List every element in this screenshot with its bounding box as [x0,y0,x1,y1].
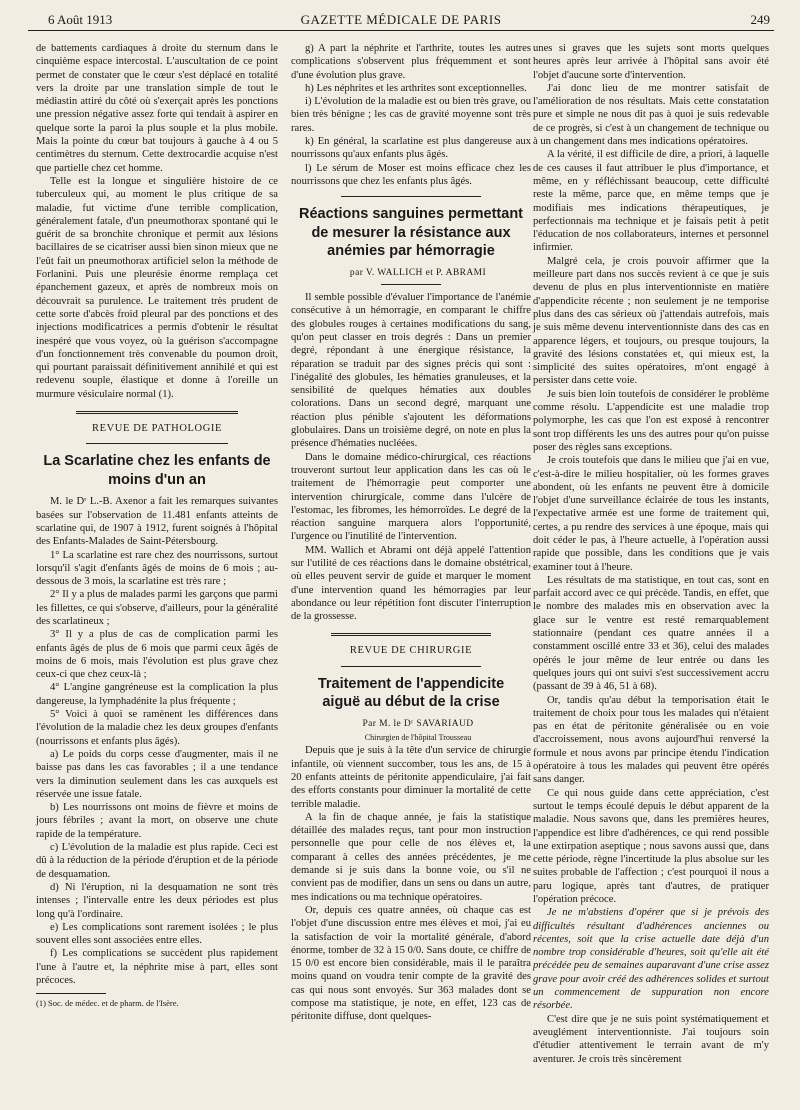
paragraph: Telle est la longue et singulière histoire de ce tuberculeux qui, au moment le plus critique de sa maladie, fut victime d'une terrible complication, généralement fatale, d'un pneumothorax spontané qui le guérit de sa bronchite chronique et permit aux lésions bacillaires de se cicatriser aussi bien sinon mieux que ne l'eût fait un pneumothorax artificiel selon la méthode de Forlanini. Puis une pleurésie énorme remplaça cet épanchement gazeux, et après de nombreux mois on découvrait sa purulence. Le traitement très prudent de cette sorte d'abcès froid pleural par des ponctions et des injections modificatrices a permis d'obtenir le résultat inespéré que vous voyez, où la guérison s'accompagne d'un fonctionnement très convenable du poumon droit, qui pourtant paraissait définitivement annihilé et qui est redevenu souple, élastique et donne à l'oreille un murmure vésiculaire normal (1). [36,175,278,400]
list-item: a) Le poids du corps cesse d'augmenter, mais il ne baisse pas dans les cas favorables ; il a une tendance vers la diminution seulement dans les cas auxquels est réservée une issue fatale. [36,748,278,800]
column-3 [533,42,769,1066]
divider [76,411,238,414]
author-affiliation: Chirurgien de l'hôpital Trousseau [364,733,472,743]
list-item: l) Le sérum de Moser est moins efficace chez les nourrissons que chez les enfants plus âgés. [291,162,531,187]
paragraph: Je ne m'abstiens d'opérer que si je prévois des difficultés résultant d'adhérences anciennes ou récentes, soit que la crise actuelle date déjà d'un nombre trop considérable d'heures, soit qu'elle ait été précédée peu de semaines auparavant d'une crise assez grave pour avoir créé des adhérences solides et surtout un commencement de suppuration non encore résorbée. [533,907,769,1012]
divider [381,284,441,285]
paragraph: Dans le domaine médico-chirurgical, ces réactions trouveront surtout leur application dans les cas où le traitement de l'hémorragie peut comporter une intervention chirurgicale, comme dans l'ulcère de l'estomac, les fibromes, les hémorroïdes. Le degré de la réaction sanguine marquera alors l'opportunité, l'urgence ou l'inutilité de l'intervention. [291,451,531,543]
divider [86,443,228,444]
list-item: 4° L'angine gangréneuse est la complication la plus dangereuse, la lymphadénite la plus fréquente ; [36,682,278,707]
paragraph: M. le Dʳ L.-B. Axenor a fait les remarques suivantes basées sur l'observation de 11.481 enfants atteints de scarlatine qui, de 1907 à 1912, furent soignés à l'hôpital des Enfants-Malades de Saint-Pétersbourg. [36,496,278,548]
list-item: 1° La scarlatine est rare chez des nourrissons, surtout lorsqu'il s'agit d'enfants âgés de moins de 6 mois ; au-dessous de 3 mois, la scarlatine est très rare ; [36,549,278,588]
paragraph: Malgré cela, je crois pouvoir affirmer que la meilleure part dans nos succès revient à ce que je suis devenu de plus en plus interventionniste en matière d'appendicite récente ; non seulement je ne temporise plus dans des cas sérieux où j'attendais autrefois, mais je suis même devenu interventionniste dans des cas en apparence légers, et toujours, ou presque toujours, la gravité des lésions constatées et, qui mieux est, la simplicité des suites opératoires, m'ont engagé à persister dans cette voie. [533,255,769,387]
column-2 [291,42,531,1024]
paragraph: Il semble possible d'évaluer l'importance de l'anémie consécutive à un hémorragie, en comparant le chiffre des globules rouges à certaines modifications du sang, qu'on peut classer en trois degrés : Dans un premier degré, répondant à une énergique résistance, la réparation se traduit par des signes précis qui sont : l'inégalité des globules, les hématies granuleuses, et la sensibilité de quelques hématies aux doubles colorations. Dans un second degré, marquant une réaction plus pénible s'ajoutent les déformations globulaires. Dans un troisième degré, on note en plus la présence d'hématies nucléées. [291,292,531,450]
list-item: g) A part la néphrite et l'arthrite, toutes les autres complications s'observent plus fréquemment et sont d'une évolution plus grave. [291,43,531,81]
divider [331,633,491,636]
list-item: 2° Il y a plus de malades parmi les garçons que parmi les fillettes, ce qui s'observe, d'ailleurs, pour la généralité des scarlatineux ; [36,589,278,627]
paragraph: Or, tandis qu'au début la temporisation était le traitement de choix pour tous les malades qui n'étaient pas en état de péritonite généralisée ou en voie d'accroissement, nous avons aujourd'hui renversé la formule et nous avons par principe étendu l'indication opératoire à tous les malades qui peuvent être opérés sans danger. [533,694,769,786]
list-item: i) L'évolution de la maladie est ou bien très grave, ou bien très bénigne ; les cas de gravité moyenne sont très rares. [291,96,531,134]
paragraph: Les résultats de ma statistique, en tout cas, sont en parfait accord avec ce qui précède. Tandis, en effet, que le nombre des malades mis en observation avec la glace sur le ventre est resté remarquablement stationnaire (pendant ces quatre années il a constamment oscillé entre 33 et 36), celui des malades opérés le jour même de leur entrée ou dans les quelques jours qui ont suivi s'est successivement accru (passant de 39 à 46, 51 à 68). [533,574,769,693]
byline: par V. WALLICH et P. ABRAMI [349,267,487,278]
header-date: 6 Août 1913 [48,12,113,27]
list-item: h) Les néphrites et les arthrites sont exceptionnelles. [305,82,527,94]
list-item: e) Les complications sont rarement isolées ; le plus souvent elles sont associées entre elles. [36,921,278,947]
paragraph: Ce qui nous guide dans cette appréciation, c'est surtout le temps écoulé depuis le début apparent de la maladie. Nous savons que, dans les premières heures, l'appendice est libre d'adhérences, ce qui rend possible une extirpation aseptique ; nous savons aussi que, dans cette période, règne l'incertitude la plus absolue sur les suites probable de l'affection ; c'est pourquoi il nous a paru logique, après tant d'autres, de pratiquer l'opération précoce. [533,787,769,905]
paragraph: Je crois toutefois que dans le milieu que j'ai en vue, c'est-à-dire le milieu hospitalier, où les formes graves abondent, où les enfants ne peuvent être à domicile l'objet d'une surveillance éclairée de tous les instants, l'expectative armée est une forme de traitement qui, certes, a pu rendre des services à une époque, mais qui doit céder le pas, à l'heure actuelle, à l'opération aussi rapide que possible, dans les conditions que je vais examiner tout à l'heure. [533,455,769,573]
paragraph: unes si graves que les sujets sont morts quelques heures après leur arrivée à l'hôpital sans avoir été l'objet d'aucune sorte d'intervention. [533,43,769,81]
paragraph: Je suis bien loin toutefois de considérer le problème comme résolu. L'appendicite est une maladie trop polymorphe, les cas que l'on est exposé à rencontrer sont trop différents les uns des autres pour qu'on puisse poser des règles sans exceptions. [533,388,769,453]
paragraph: J'ai donc lieu de me montrer satisfait de l'amélioration de nos résultats. Mais cette constatation pure et simple ne nous dit pas à quoi je suis redevable de ce progrès, si c'est à un changement de technique ou à un changement dans mes indications opératoires. [533,82,769,148]
paragraph: de battements cardiaques à droite du sternum dans le cinquième espace intercostal. L'auscultation de ce point permet de constater que le cœur s'est déplacé en totalité vers la droite par une translation simple de tout le médiastin attiré du côté où s'exerçait après les ponctions une pression négative assez forte qui tendait à aspirer en quelque sorte la paroi la plus souple et la plus mobile. Mais la pointe du cœur bat toujours à gauche à 4 ou 5 centimètres du sternum. Cette dextrocardie acquise n'est que partielle chez cet homme. [36,43,278,174]
column-1 [36,42,278,1011]
list-item: c) L'évolution de la maladie est plus rapide. Ceci est dû à la réduction de la période d'éruption et de la période de desquamation. [36,842,278,880]
footnote: (1) Soc. de médec. et de pharm. de l'Isère. [36,998,179,1009]
article-title: Traitement de l'appendicite aiguë au début de la crise [317,675,505,711]
section-heading: REVUE DE PATHOLOGIE [91,423,222,435]
footnote-rule [36,993,106,994]
divider [341,666,481,667]
journal-title: GAZETTE MÉDICALE DE PARIS [300,12,502,27]
paragraph: A la fin de chaque année, je fais la statistique détaillée des malades reçus, tant pour mon instruction personnelle que pour celle de nos élèves et, la comparant à celles des années précédentes, je me demande si je suis dans la bonne voie, ou s'il ne convient pas de modifier, dans un sens ou dans un autre, mes indications ou ma technique opératoires. [291,811,531,903]
article-title: Réactions sanguines permettant de mesurer la résistance aux anémies par hémorragie [299,206,523,260]
paragraph: Depuis que je suis à la tête d'un service de chirurgie infantile, où viennent succomber, tous les ans, de 15 à 20 enfants atteints de péritonite appendiculaire, j'ai fait des efforts constants pour diminuer la mortalité de cette terrible maladie. [291,745,531,810]
section-heading: REVUE DE CHIRURGIE [349,645,473,657]
list-item: k) En général, la scarlatine est plus dangereuse aux nourrissons qu'aux enfants plus âgés. [291,136,531,161]
paragraph: MM. Wallich et Abrami ont déjà appelé l'attention sur l'utilité de ces réactions dans le domaine obstétrical, où elles peuvent servir de guide et marquer le moment d'une intervention quand les hémorragies par leur abondance ou leur répétition font discuter l'interruption de la grossesse. [291,544,531,623]
list-item: 5° Voici à quoi se ramènent les différences dans l'évolution de la maladie chez les deux groupes d'enfants (nourrissons et enfants plus âgés). [36,709,278,747]
paragraph: Or, depuis ces quatre années, où chaque cas est l'objet d'une discussion entre mes élèves et moi, j'ai eu la satisfaction de voir la mortalité générale, d'abord énorme, tomber de 32 à 15 0/0. Sans doute, ce chiffre de 15 0/0 est encore bien considérable, mais il le paraîtra moins quand on voudra tenir compte de la gravité des cas qui nous sont envoyés. Sur 363 malades dont se compose ma statistique, je note, en effet, 123 cas de péritonite diffuse, dont quelques- [291,904,531,1023]
paragraph: C'est dire que je ne suis point systématiquement et aveuglément interventionniste. J'ai toujours soin d'étudier attentivement le terrain avant de m'y aventurer. Je crois très sincèrement [533,1013,769,1065]
list-item: d) Ni l'éruption, ni la desquamation ne sont très intenses ; l'intervalle entre les deux périodes est plus long qu'à l'ordinaire. [36,881,278,920]
list-item: b) Les nourrissons ont moins de fièvre et moins de jours fébriles ; avant la mort, on observe une chute rapide de la température. [36,802,278,840]
page-number: 249 [750,12,770,27]
list-item: 3° Il y a plus de cas de complication parmi les enfants âgés de plus de 6 mois que parmi ceux âgés de moins de 6 mois, mais l'évolution est plus grave chez ceux-ci que chez ceux-là ; [36,629,278,681]
list-item: f) Les complications se succèdent plus rapidement l'une à l'autre et, la néphrite mise à part, elles sont précoces. [36,948,278,986]
page-header [28,8,774,31]
divider [341,196,481,197]
paragraph: A la vérité, il est difficile de dire, a priori, à laquelle de ces causes il faut attribuer le plus d'importance, et même, en y réfléchissant beaucoup, cette difficulté reste la même, parce que, en même temps que je modifiais mes indications thérapeutiques, je perfectionnais ma technique et je faisais petit à petit l'éducation de nos collaborateurs, internes et personnel infirmier. [533,149,769,254]
article-title: La Scarlatine chez les enfants de moins d'un an [43,453,271,488]
byline: Par M. le Dʳ SAVARIAUD [362,718,474,729]
